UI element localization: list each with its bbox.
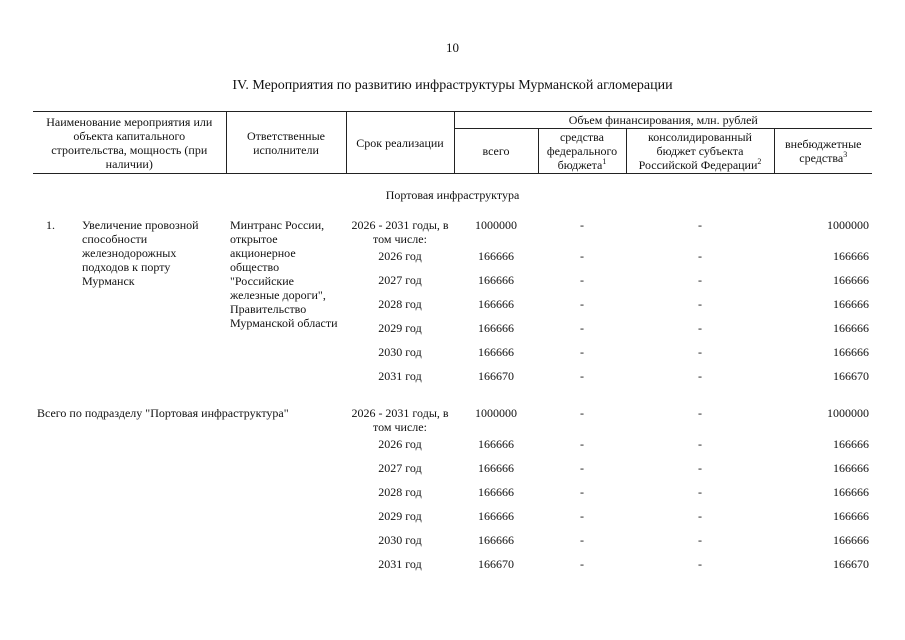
year-extra: 166666 xyxy=(833,345,870,359)
year-regional: - xyxy=(698,249,702,263)
year-federal: - xyxy=(580,369,584,383)
header-extra: внебюджетные средства$^3$ xyxy=(774,129,872,174)
subtotal-federal: - xyxy=(580,406,584,420)
year-label: 2027 год xyxy=(378,273,422,287)
year-federal: - xyxy=(580,461,584,475)
year-extra: 166666 xyxy=(833,297,870,311)
year-label: 2030 год xyxy=(378,345,422,359)
year-label: 2030 год xyxy=(378,533,422,547)
year-federal: - xyxy=(580,485,584,499)
year-total: 166666 xyxy=(478,249,514,263)
item-period: 2026 - 2031 годы, в том числе: xyxy=(351,218,449,246)
header-period: Срок реализации xyxy=(346,112,454,174)
year-total: 166670 xyxy=(478,369,514,383)
year-label: 2027 год xyxy=(378,461,422,475)
year-regional: - xyxy=(698,509,702,523)
year-regional: - xyxy=(698,297,702,311)
year-total: 166666 xyxy=(478,321,514,335)
section-row xyxy=(33,174,872,217)
year-extra: 166666 xyxy=(833,461,870,475)
year-federal: - xyxy=(580,249,584,263)
table-row xyxy=(33,554,872,578)
subtotal-extra: 1000000 xyxy=(827,406,870,420)
year-federal: - xyxy=(580,273,584,287)
year-total: 166666 xyxy=(478,273,514,287)
table-row xyxy=(33,434,872,458)
header-responsible: Ответственные исполнители xyxy=(226,112,346,174)
year-total: 166666 xyxy=(478,485,514,499)
year-regional: - xyxy=(698,461,702,475)
table-row xyxy=(33,530,872,554)
item-responsible: Минтранс России, открытое акционерное общество "Российские железные дороги", Правительство Мурманской области xyxy=(230,218,338,330)
table-row xyxy=(33,216,872,246)
year-total: 166666 xyxy=(478,509,514,523)
year-label: 2029 год xyxy=(378,509,422,523)
subtotal-total: 1000000 xyxy=(475,406,517,420)
year-federal: - xyxy=(580,557,584,571)
year-total: 166666 xyxy=(478,345,514,359)
year-total: 166666 xyxy=(478,461,514,475)
subtotal-label: Всего по подразделу "Портовая инфраструктура" xyxy=(37,406,289,420)
year-extra: 166670 xyxy=(833,557,870,571)
year-extra: 166666 xyxy=(833,509,870,523)
year-federal: - xyxy=(580,345,584,359)
item-regional: - xyxy=(698,218,702,232)
year-extra: 166666 xyxy=(833,533,870,547)
year-extra: 166666 xyxy=(833,321,870,335)
year-total: 166666 xyxy=(478,297,514,311)
year-total: 166666 xyxy=(478,437,514,451)
item-name-cell xyxy=(33,216,226,390)
year-regional: - xyxy=(698,369,702,383)
year-extra: 166666 xyxy=(833,249,870,263)
table-row xyxy=(33,482,872,506)
subtotal-period: 2026 - 2031 годы, в том числе: xyxy=(351,406,449,434)
year-regional: - xyxy=(698,557,702,571)
year-label: 2028 год xyxy=(378,297,422,311)
year-extra: 166666 xyxy=(833,485,870,499)
year-extra: 166666 xyxy=(833,273,870,287)
header-regional: консолидированный бюджет субъекта Российской Федерации$^2$ xyxy=(626,129,774,174)
year-federal: - xyxy=(580,297,584,311)
section-label: Портовая инфраструктура xyxy=(385,188,520,202)
year-label: 2026 год xyxy=(378,437,422,451)
item-total: 1000000 xyxy=(475,218,517,232)
table-row xyxy=(33,506,872,530)
year-federal: - xyxy=(580,321,584,335)
year-regional: - xyxy=(698,345,702,359)
year-label: 2026 год xyxy=(378,249,422,263)
header-row-top xyxy=(33,112,872,129)
header-name: Наименование мероприятия или объекта капитального строительства, мощность (при наличии) xyxy=(33,112,226,174)
year-federal: - xyxy=(580,437,584,451)
item-number: 1. xyxy=(46,218,55,232)
year-regional: - xyxy=(698,273,702,287)
header-federal: средства федерального бюджета$^1$ xyxy=(538,129,626,174)
year-federal: - xyxy=(580,533,584,547)
item-name: Увеличение провозной способности железнодорожных подходов к порту Мурманск xyxy=(82,218,199,288)
subtotal-row xyxy=(33,390,872,434)
item-extra: 1000000 xyxy=(827,218,870,232)
header-total: всего xyxy=(454,129,538,174)
year-extra: 166670 xyxy=(833,369,870,383)
table-row xyxy=(33,458,872,482)
year-label: 2031 год xyxy=(378,557,422,571)
year-regional: - xyxy=(698,485,702,499)
page-number: 10 xyxy=(446,40,459,55)
year-regional: - xyxy=(698,321,702,335)
year-label: 2028 год xyxy=(378,485,422,499)
year-regional: - xyxy=(698,533,702,547)
year-total: 166666 xyxy=(478,533,514,547)
year-label: 2029 год xyxy=(378,321,422,335)
year-total: 166670 xyxy=(478,557,514,571)
header-funding: Объем финансирования, млн. рублей xyxy=(454,112,872,129)
item-federal: - xyxy=(580,218,584,232)
year-extra: 166666 xyxy=(833,437,870,451)
year-label: 2031 год xyxy=(378,369,422,383)
section-title: IV. Мероприятия по развитию инфраструктуры Мурманской агломерации xyxy=(232,78,673,93)
subtotal-regional: - xyxy=(698,406,702,420)
year-regional: - xyxy=(698,437,702,451)
financing-table xyxy=(33,111,872,578)
year-federal: - xyxy=(580,509,584,523)
